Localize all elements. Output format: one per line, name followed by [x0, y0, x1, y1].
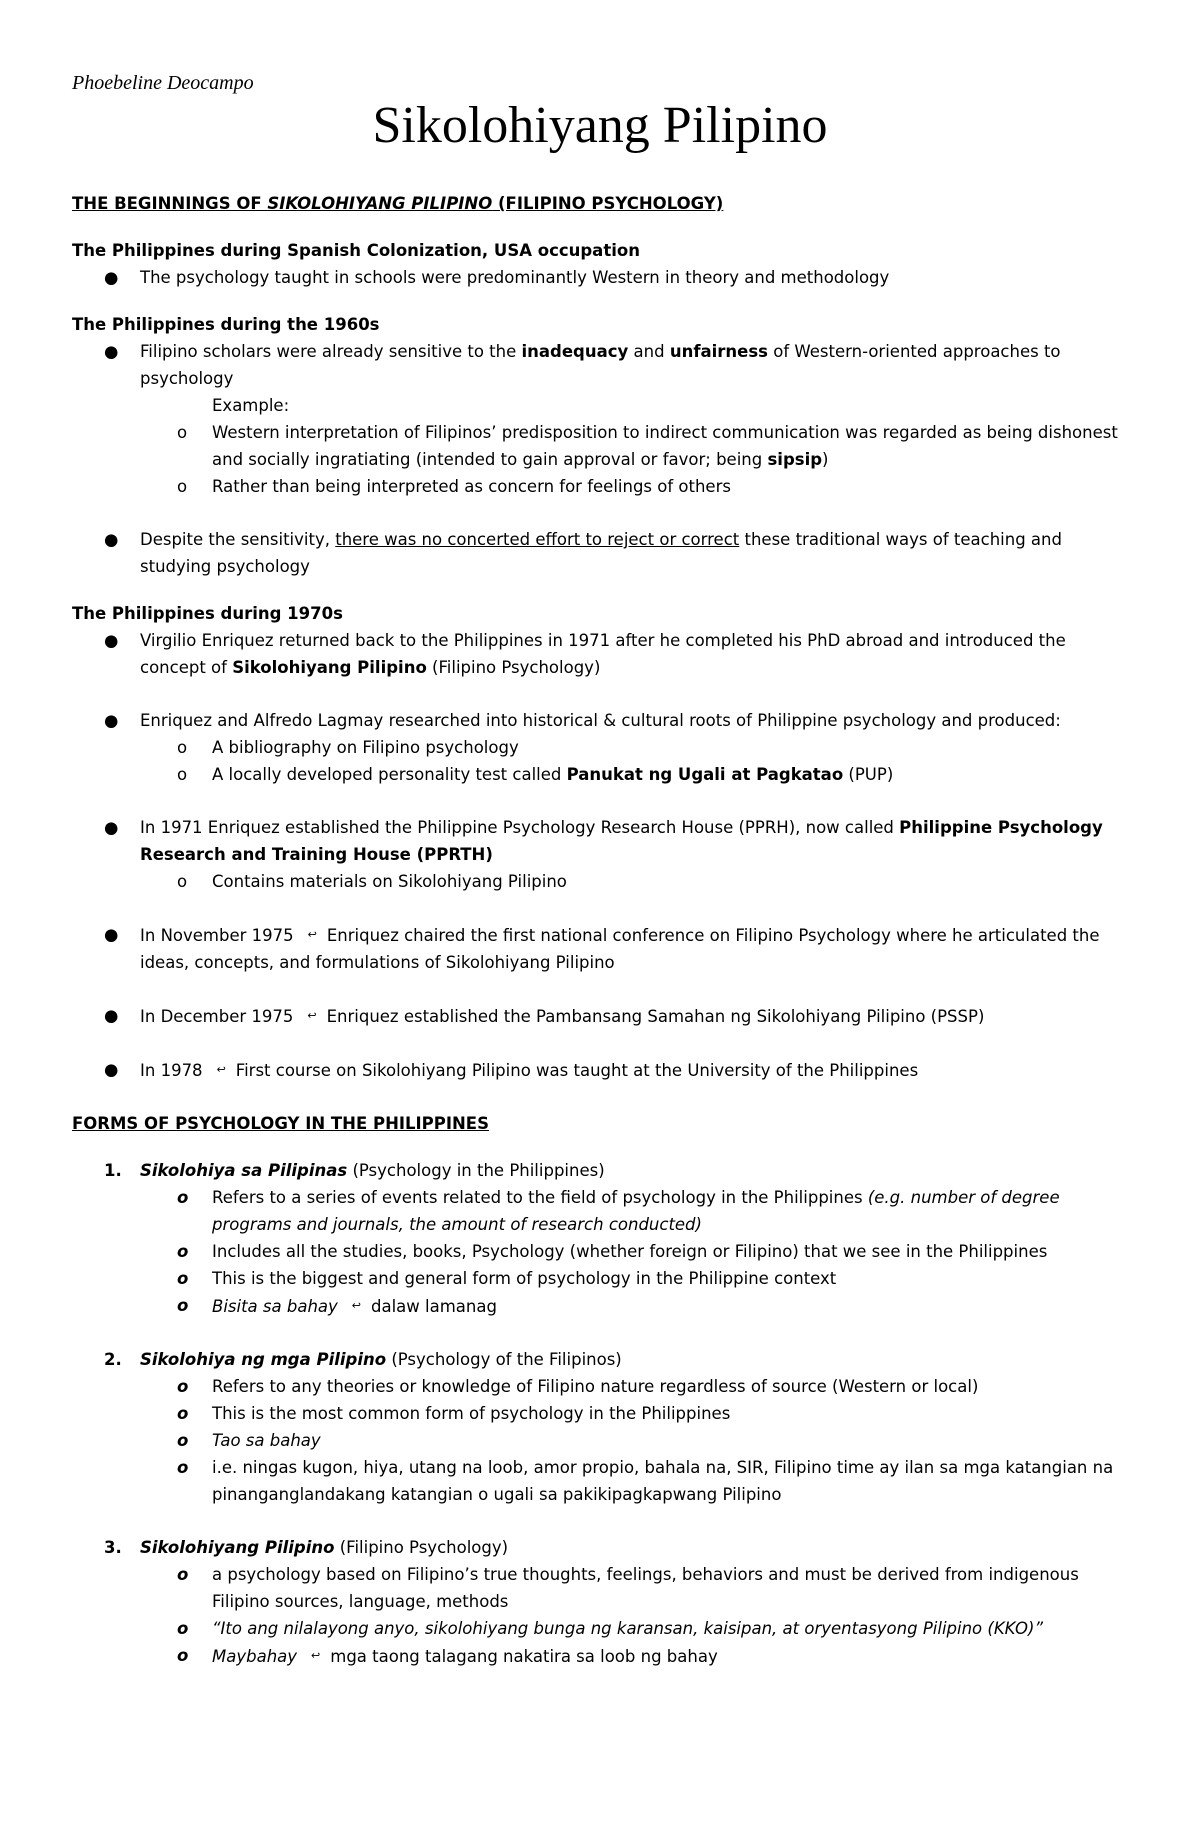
bullet-marker: ● — [104, 925, 119, 944]
bullet-item: ● Filipino scholars were already sensitive to the inadequacy and unfairness of Western-oriented approaches to psychology — [72, 338, 1132, 392]
document-title: Sikolohiyang Pilipino — [372, 97, 828, 154]
circle-marker: o — [177, 872, 188, 891]
item-number: 3. — [104, 1538, 122, 1557]
bullet-marker: ● — [104, 711, 119, 730]
arrow-icon: ↩ — [307, 1009, 317, 1022]
bullet-marker: ● — [104, 631, 119, 650]
circle-marker: o — [177, 477, 188, 496]
circle-marker: o — [177, 1458, 189, 1477]
bullet-marker: ● — [104, 342, 119, 361]
circle-marker: o — [177, 765, 188, 784]
circle-marker: o — [177, 1565, 189, 1584]
circle-marker: o — [177, 1431, 189, 1450]
circle-marker: o — [177, 1269, 189, 1288]
circle-marker: o — [177, 1296, 189, 1315]
circle-marker: o — [177, 1619, 189, 1638]
circle-marker: o — [177, 1404, 189, 1423]
subheading-1970s: The Philippines during 1970s — [72, 604, 343, 623]
document-body — [72, 190, 1132, 1670]
numbered-item: 2. Sikolohiya ng mga Pilipino (Psychology of the Filipinos) — [72, 1346, 1132, 1373]
bullet-item: ● Despite the sensitivity, there was no concerted effort to reject or correct these traditional ways of teaching and studying psychology — [72, 526, 1132, 580]
author-name: Phoebeline Deocampo — [72, 72, 254, 94]
bullet-item: ● Virgilio Enriquez returned back to the Philippines in 1971 after he completed his PhD abroad and introduced the concept of Sikolohiyang Pilipino (Filipino Psychology) — [72, 627, 1132, 681]
item-number: 1. — [104, 1161, 122, 1180]
bullet-item: ● In 1971 Enriquez established the Philippine Psychology Research House (PPRH), now called Philippine Psychology Research and Training House (PPRTH) — [72, 814, 1132, 868]
bullet-marker: ● — [104, 268, 119, 287]
sub-bullet-item: o a psychology based on Filipino’s true thoughts, feelings, behaviors and must be derived from indigenous Filipino sources, language, methods — [72, 1561, 1132, 1615]
circle-marker: o — [177, 1377, 189, 1396]
example-label: Example: — [212, 396, 290, 415]
bullet-item: ● In November 1975 ↩ Enriquez chaired the first national conference on Filipino Psychology where he articulated the ideas, concepts, and formulations of Sikolohiyang Pilipino — [72, 921, 1132, 976]
section-heading-beginnings: THE BEGINNINGS OF SIKOLOHIYANG PILIPINO (FILIPINO PSYCHOLOGY) — [72, 194, 724, 213]
bullet-item: ● The psychology taught in schools were predominantly Western in theory and methodology — [72, 264, 1132, 291]
circle-marker: o — [177, 423, 188, 442]
sub-bullet-item: o Refers to any theories or knowledge of Filipino nature regardless of source (Western or local) — [72, 1373, 1132, 1400]
sub-bullet-item: o Maybahay ↩ mga taong talagang nakatira sa loob ng bahay — [72, 1642, 1132, 1670]
sub-bullet-item: o “Ito ang nilalayong anyo, sikolohiyang bunga ng karansan, kaisipan, at oryentasyong Pilipino (KKO)” — [72, 1615, 1132, 1642]
sub-bullet-item: o A locally developed personality test called Panukat ng Ugali at Pagkatao (PUP) — [72, 761, 1132, 788]
sub-bullet-item: o This is the most common form of psychology in the Philippines — [72, 1400, 1132, 1427]
arrow-icon: ↩ — [351, 1299, 361, 1312]
sub-bullet-item: o Includes all the studies, books, Psychology (whether foreign or Filipino) that we see in the Philippines — [72, 1238, 1132, 1265]
circle-marker: o — [177, 1188, 189, 1207]
circle-marker: o — [177, 1242, 189, 1261]
circle-marker: o — [177, 1646, 189, 1665]
subheading-1960s: The Philippines during the 1960s — [72, 315, 380, 334]
arrow-icon: ↩ — [216, 1063, 226, 1076]
sub-bullet-item: o Western interpretation of Filipinos’ predisposition to indirect communication was regarded as being dishonest and socially ingratiating (intended to gain approval or favor; being sipsip) — [72, 419, 1132, 473]
item-number: 2. — [104, 1350, 122, 1369]
subheading-spanish-usa: The Philippines during Spanish Colonization, USA occupation — [72, 241, 640, 260]
sub-bullet-item: o A bibliography on Filipino psychology — [72, 734, 1132, 761]
sub-bullet-item: o Rather than being interpreted as concern for feelings of others — [72, 473, 1132, 500]
bullet-marker: ● — [104, 1060, 119, 1079]
arrow-icon: ↩ — [307, 928, 317, 941]
bullet-item: ● In 1978 ↩ First course on Sikolohiyang Pilipino was taught at the University of the Philippines — [72, 1056, 1132, 1084]
bullet-marker: ● — [104, 1006, 119, 1025]
bullet-marker: ● — [104, 818, 119, 837]
bullet-marker: ● — [104, 530, 119, 549]
sub-bullet-item: o Refers to a series of events related to the field of psychology in the Philippines (e.g. number of degree programs and journals, the amount of research conducted) — [72, 1184, 1132, 1238]
section-heading-forms: FORMS OF PSYCHOLOGY IN THE PHILIPPINES — [72, 1114, 489, 1133]
sub-bullet-item: o Contains materials on Sikolohiyang Pilipino — [72, 868, 1132, 895]
arrow-icon: ↩ — [311, 1649, 321, 1662]
sub-bullet-item: o i.e. ningas kugon, hiya, utang na loob, amor propio, bahala na, SIR, Filipino time ay ilan sa mga katangian na pinanganglandakang katangian o ugali sa pakikipagkapwang Pilipino — [72, 1454, 1132, 1508]
sub-bullet-item: o Bisita sa bahay ↩ dalaw lamanag — [72, 1292, 1132, 1320]
numbered-item: 1. Sikolohiya sa Pilipinas (Psychology in the Philippines) — [72, 1157, 1132, 1184]
bullet-item: ● Enriquez and Alfredo Lagmay researched into historical & cultural roots of Philippine psychology and produced: — [72, 707, 1132, 734]
bullet-item: ● In December 1975 ↩ Enriquez established the Pambansang Samahan ng Sikolohiyang Pilipino (PSSP) — [72, 1002, 1132, 1030]
circle-marker: o — [177, 738, 188, 757]
sub-bullet-item: o Tao sa bahay — [72, 1427, 1132, 1454]
numbered-item: 3. Sikolohiyang Pilipino (Filipino Psychology) — [72, 1534, 1132, 1561]
sub-bullet-item: o This is the biggest and general form of psychology in the Philippine context — [72, 1265, 1132, 1292]
